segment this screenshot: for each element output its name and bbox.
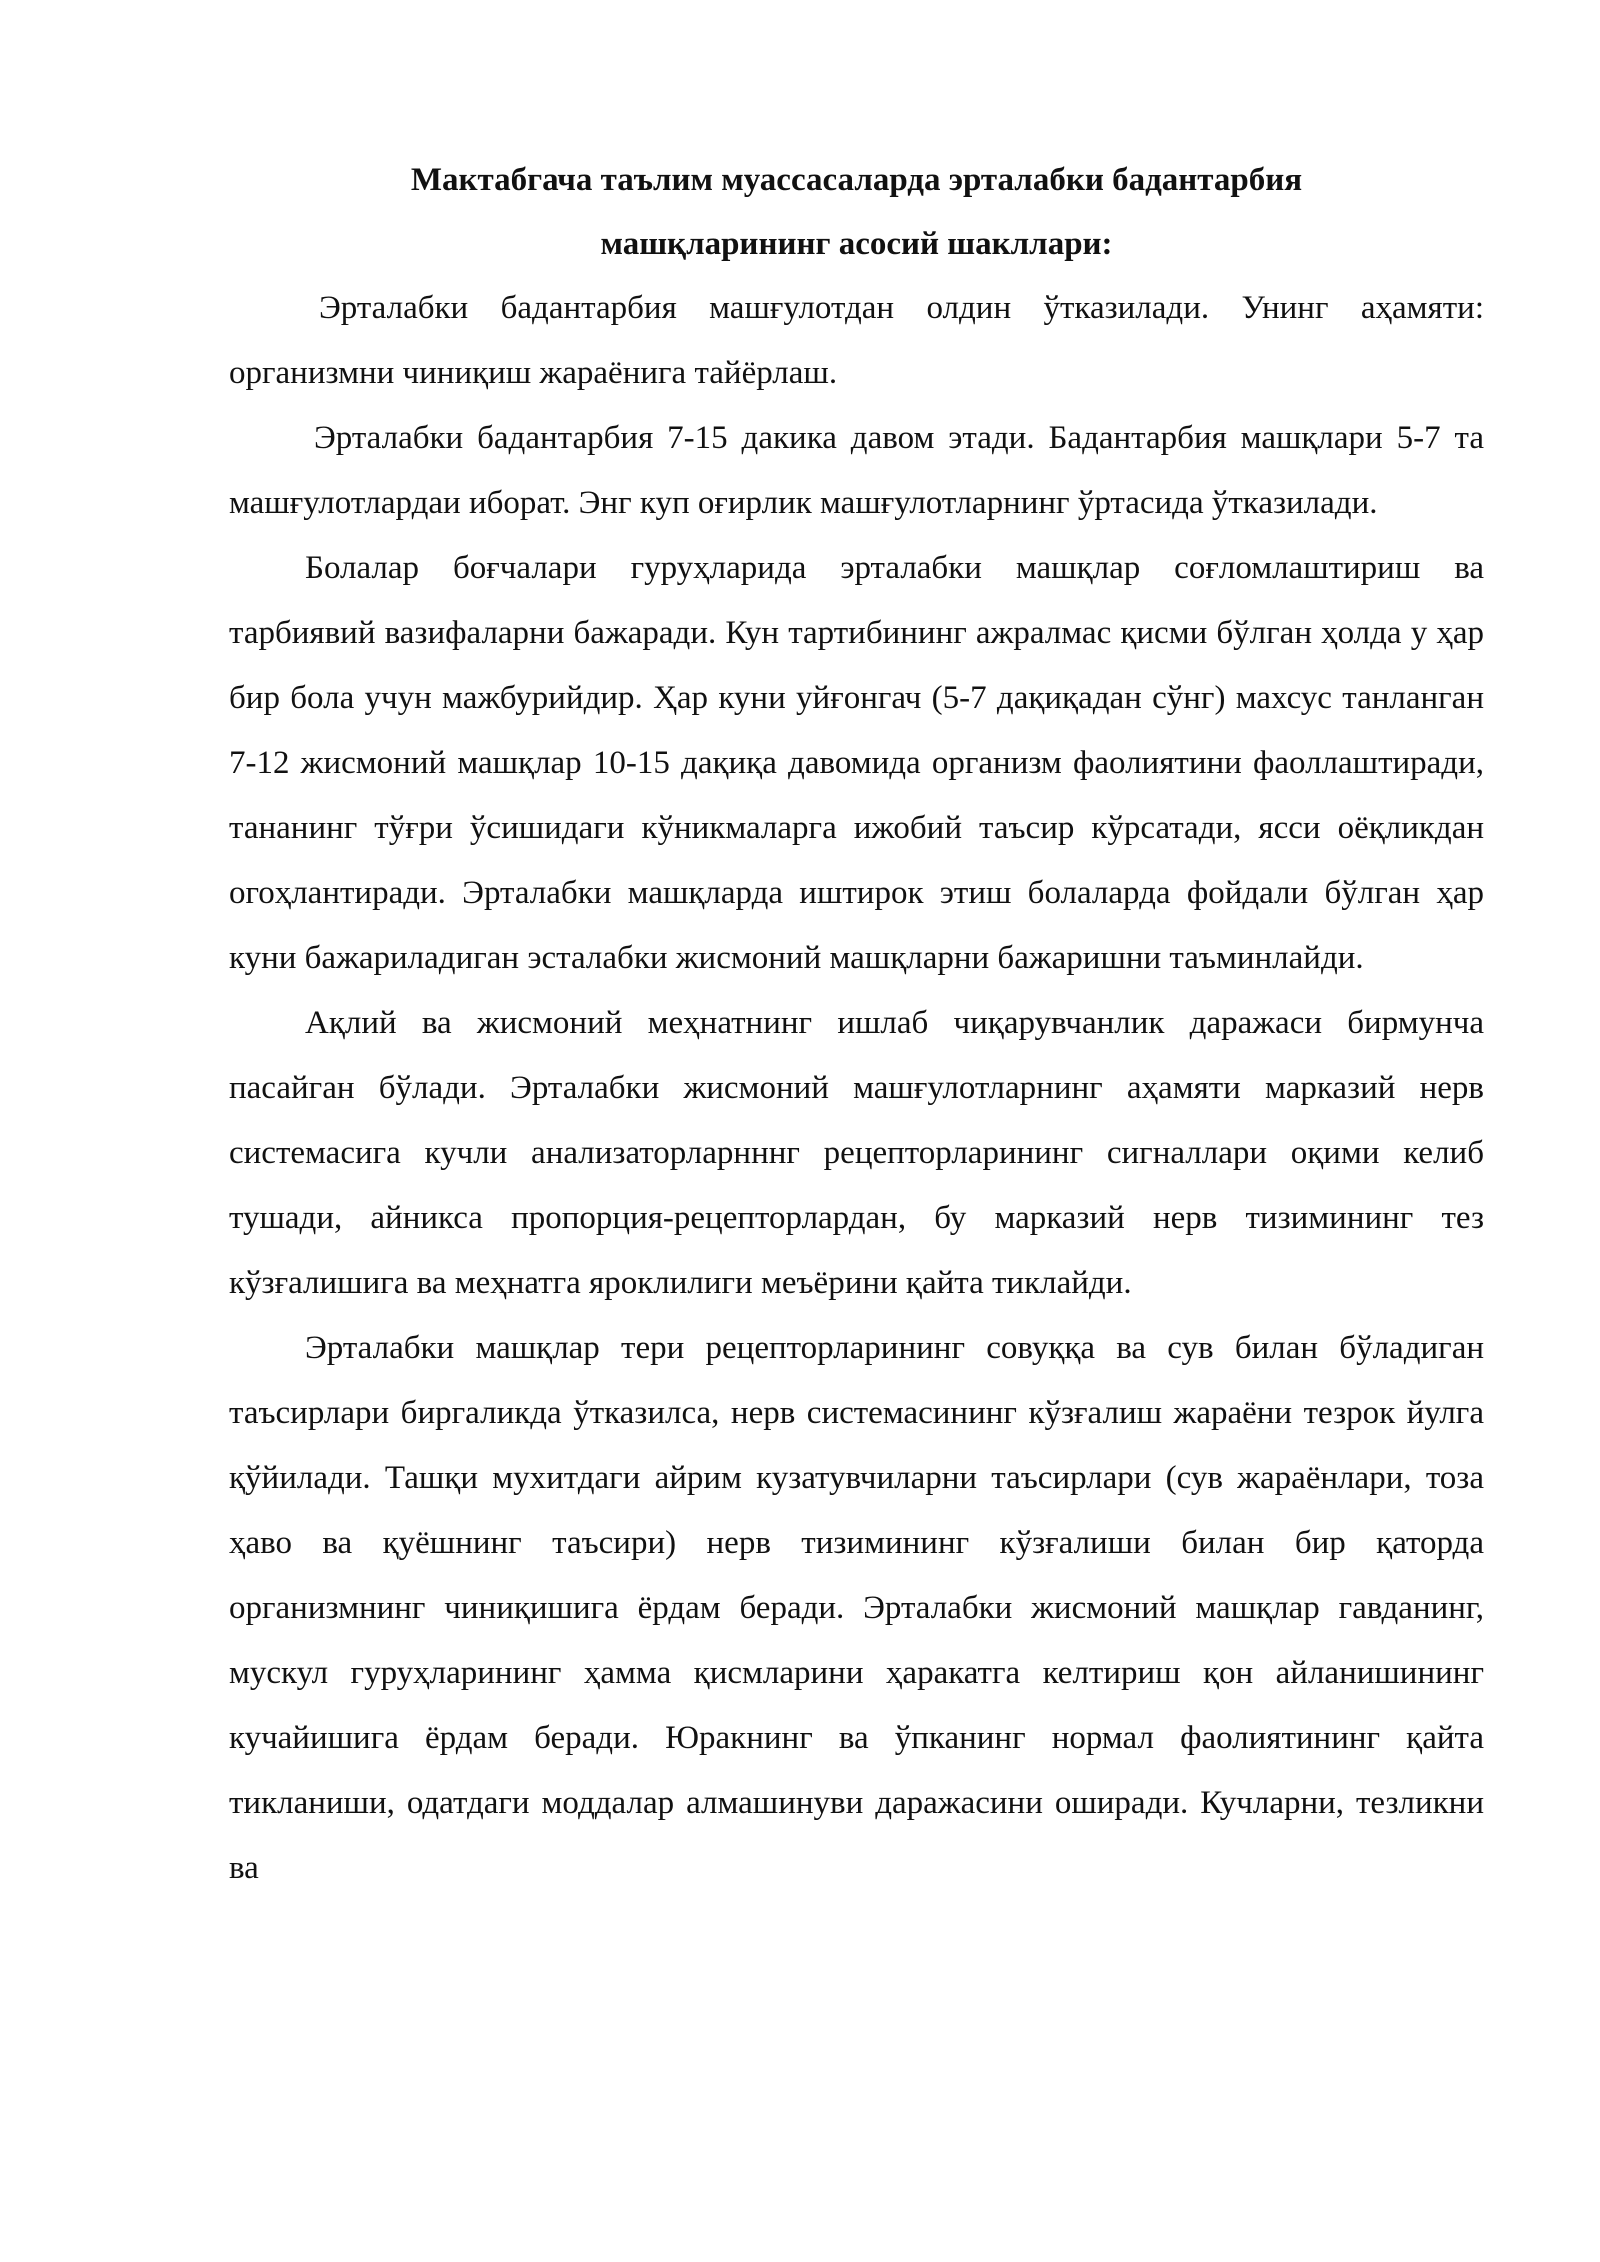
paragraph-1: Эрталабки бадантарбия машғулотдан олдин ўтказилади. Унинг аҳамяти: организмни чиниқиш жараёнига тайёрлаш. [229,290,1484,391]
document-title-line-2: машқларининг асосий шакллари: [600,226,1113,262]
paragraph-3: Болалар боғчалари гуруҳларида эрталабки машқлар соғломлаштириш ва тарбиявий вазифаларни бажаради. Кун тартибининг ажралмас қисми бўлган ҳолда у ҳар бир бола учун мажбурийдир. Ҳар куни уйғонгач (5-7 дақиқадан сўнг) махсус танланган 7-12 жисмоний машқлар 10-15 дақиқа давомида организм фаолиятини фаоллаштиради, тананинг тўғри ўсишидаги кўникмаларга ижобий таъсир кўрсатади, ясси оёқликдан огоҳлантиради. Эрталабки машқларда иштирок этиш болаларда фойдали бўлган ҳар куни бажариладиган эсталабки жисмоний машқларни бажаришни таъминлайди. [229,550,1484,976]
paragraph-5: Эрталабки машқлар тери рецепторларининг совуққа ва сув билан бўладиган таъсирлари биргаликда ўтказилса, нерв системасининг кўзғалиш жараёни тезрок йулга қўйилади. Ташқи мухитдаги айрим кузатувчиларни таъсирлари (сув жараёнлари, тоза ҳаво ва қуёшнинг таъсири) нерв тизимининг кўзғалиши билан бир қаторда организмнинг чиниқишига ёрдам беради. Эрталабки жисмоний машқлар гавданинг, мускул гуруҳларининг ҳамма қисмларини ҳаракатга келтириш қон айланишининг кучайишига ёрдам беради. Юракнинг ва ўпканинг нормал фаолиятининг қайта тикланиши, одатдаги моддалар алмашинуви даражасини оширади. Кучларни, тезликни ва [229,1330,1484,1886]
paragraph-4: Ақлий ва жисмоний меҳнатнинг ишлаб чиқарувчанлик даражаси бирмунча пасайган бўлади. Эрталабки жисмоний машғулотларнинг аҳамяти марказий нерв системасига кучли анализаторларнннг рецепторларининг сигналлари оқими келиб тушади, айникса пропорция-рецепторлардан, бу марказий нерв тизимининг тез кўзғалишига ва меҳнатга яроклилиги меъёрини қайта тиклайди. [229,1005,1484,1301]
document-title-line-1: Мактабгача таълим муассасаларда эрталабки бадантарбия [410,162,1303,198]
paragraph-2: Эрталабки бадантарбия 7-15 дакика давом этади. Бадантарбия машқлари 5-7 та машғулотлардаи иборат. Энг куп оғирлик машғулотларнинг ўртасида ўтказилади. [229,420,1484,521]
document-body [229,148,1484,1901]
